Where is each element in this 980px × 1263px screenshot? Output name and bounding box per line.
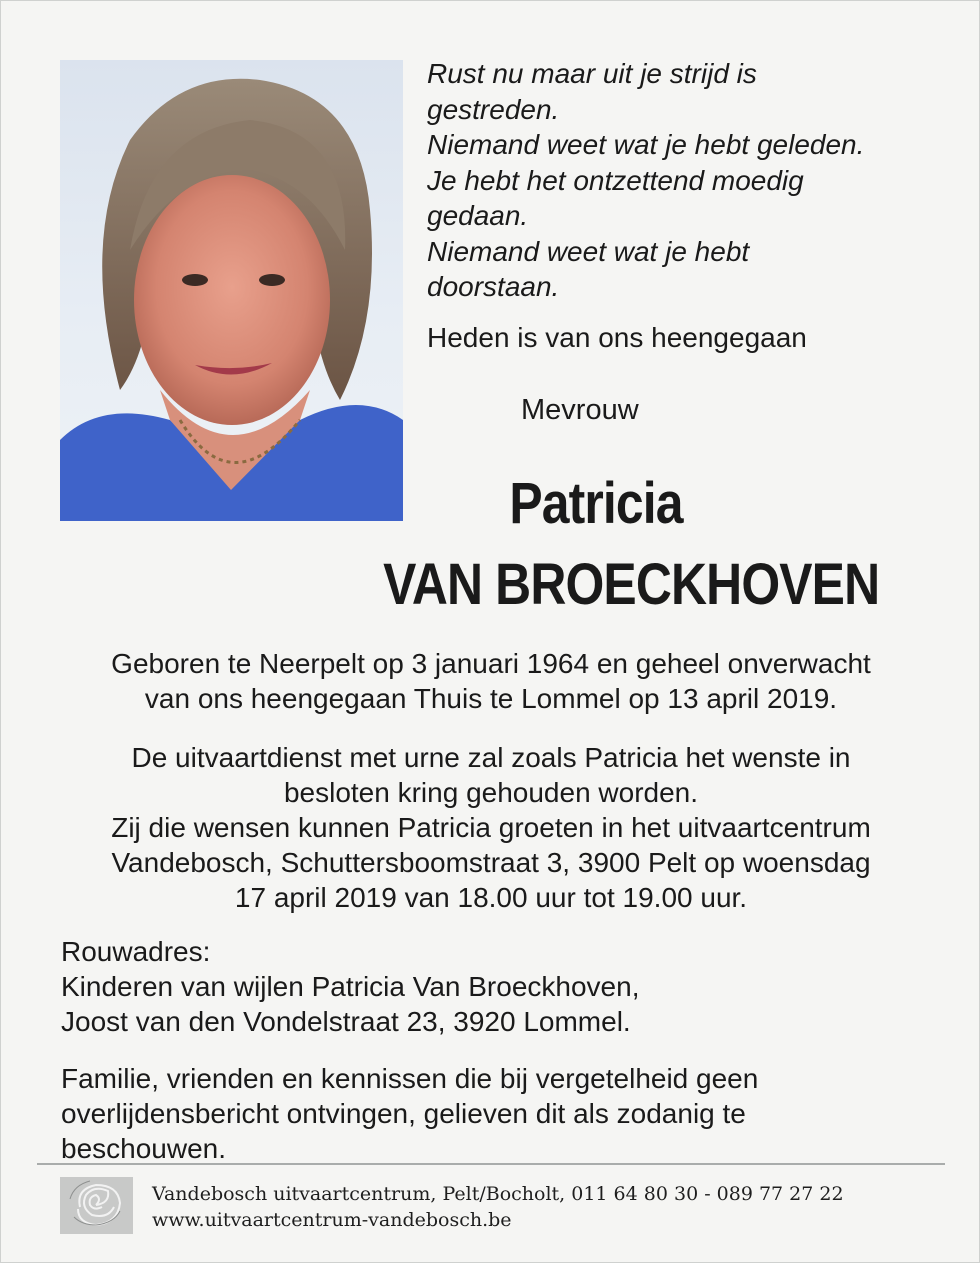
text-line: Vandebosch, Schuttersboomstraat 3, 3900 Pelt op woensdag: [111, 847, 871, 878]
portrait-illustration: [60, 60, 403, 521]
notice-paragraph: [61, 1061, 941, 1166]
text-line: besloten kring gehouden worden.: [283, 777, 699, 808]
mourning-address: [61, 934, 941, 1039]
text-line: Joost van den Vondelstraat 23, 3920 Lommel.: [61, 1006, 631, 1037]
honorific: Mevrouw: [521, 394, 639, 426]
funeral-home-footer: [152, 1181, 844, 1233]
footer-divider: [37, 1163, 945, 1165]
poem-line: Rust nu maar uit je strijd is: [427, 58, 757, 89]
text-line: De uitvaartdienst met urne zal zoals Patricia het wenste in: [131, 742, 851, 773]
text-line: 17 april 2019 van 18.00 uur tot 19.00 uur.: [234, 882, 748, 913]
poem-line: doorstaan.: [427, 271, 560, 302]
footer-contact: Vandebosch uitvaartcentrum, Pelt/Bocholt, 011 64 80 30 - 089 77 27 22: [152, 1183, 844, 1205]
text-line: Kinderen van wijlen Patricia Van Broeckhoven,: [61, 971, 640, 1002]
portrait-photo: [60, 60, 403, 521]
poem-line: Niemand weet wat je hebt geleden.: [427, 129, 865, 160]
service-paragraph: [31, 740, 951, 915]
poem-line: Niemand weet wat je hebt: [427, 235, 750, 267]
birth-death-paragraph: [31, 646, 951, 716]
text-line: Familie, vrienden en kennissen die bij vergetelheid geen: [61, 1063, 759, 1094]
text-line: Geboren te Neerpelt op 3 januari 1964 en geheel onverwacht: [111, 648, 871, 679]
announcement-text: Heden is van ons heengegaan: [427, 322, 807, 353]
first-name: Patricia: [509, 471, 683, 536]
rose-logo-graphic: [60, 1177, 133, 1234]
poem-line: gestreden.: [427, 93, 560, 125]
text-line: overlijdensbericht ontvingen, gelieven dit als zodanig te: [61, 1098, 746, 1129]
text-line: Rouwadres:: [61, 936, 211, 967]
footer-website-link[interactable]: www.uitvaartcentrum-vandebosch.be: [152, 1209, 512, 1231]
text-line: Zij die wensen kunnen Patricia groeten in het uitvaartcentrum: [111, 812, 871, 843]
last-name: VAN BROECKHOVEN: [383, 552, 880, 617]
text-line: van ons heengegaan Thuis te Lommel op 13 april 2019.: [144, 683, 838, 714]
rose-icon: [60, 1177, 133, 1234]
poem-line: gedaan.: [427, 200, 529, 231]
poem-line: Je hebt het ontzettend moedig: [427, 164, 804, 196]
poem: [427, 56, 937, 305]
text-line: beschouwen.: [61, 1133, 227, 1164]
